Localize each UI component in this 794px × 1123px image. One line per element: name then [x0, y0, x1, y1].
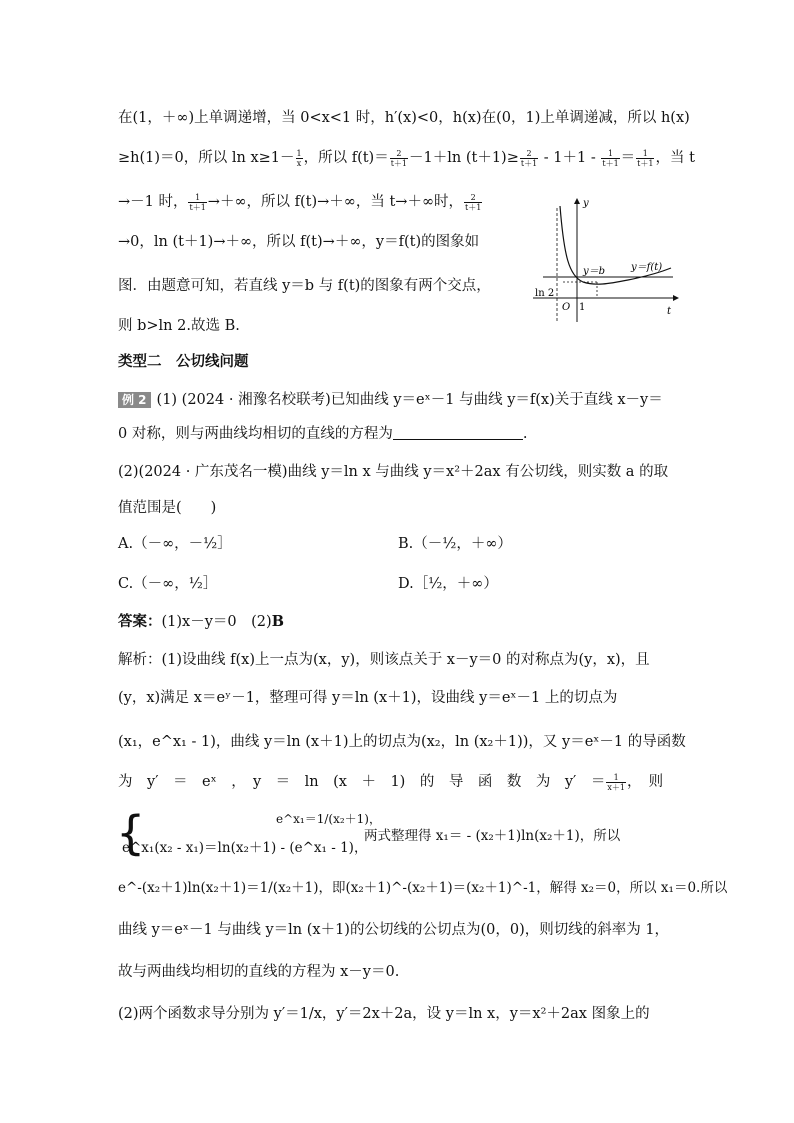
fraction: [601, 149, 619, 168]
answer-line: [118, 612, 284, 632]
text-segment: →＋∞，所以 f(t)→＋∞，当 t→＋∞时，: [207, 194, 464, 210]
option-a: A.（－∞，－½］: [118, 536, 232, 552]
option-d: D.［½，＋∞）: [398, 576, 498, 592]
fraction-denominator: t＋1: [465, 202, 482, 212]
text-segment: 为 y′ ＝ eˣ ， y ＝ ln (x ＋ 1) 的 导 函 数 为 y′ ＝: [118, 774, 606, 790]
fraction: [520, 149, 538, 168]
label-y-equals-f: y＝f(t): [631, 262, 663, 273]
solution-line6: e^-(x₂＋1)ln(x₂＋1)＝1/(x₂＋1)，即(x₂＋1)^-(x₂＋1)＝(x₂＋1)^-1，解得 x₂＝0，所以 x₁＝0.所以: [118, 880, 728, 896]
solution-line9: (2)两个函数求导分别为 y′＝1/x，y′＝2x＋2a，设 y＝ln x，y＝x²＋2ax 图象上的: [118, 1006, 650, 1022]
text-segment: －1＋ln (t＋1)≥: [409, 150, 519, 166]
t-axis-arrow-icon: [673, 295, 679, 301]
tick-ln2: ln 2: [535, 288, 555, 299]
solution-line2: (y，x)满足 x＝eʸ－1，整理可得 y＝ln (x＋1)，设曲线 y＝eˣ－1 上的切点为: [118, 690, 618, 706]
option-b: B.（－½，＋∞）: [398, 536, 512, 552]
text-segment: 0 对称，则与两曲线均相切的直线的方程为: [118, 426, 393, 442]
solution-line3: (x₁，e^x₁ - 1)，曲线 y＝ln (x＋1)上的切点为(x₂，ln (x₂＋1))，又 y＝eˣ－1 的导函数: [118, 734, 686, 750]
fraction-numerator: 1: [636, 149, 654, 159]
fraction: [188, 193, 206, 212]
fraction: [296, 149, 303, 168]
text-segment: .: [522, 426, 528, 442]
example-q2-line1: (2)(2024 · 广东茂名一模)曲线 y＝ln x 与曲线 y＝x²＋2ax 有公切线，则实数 a 的取: [118, 464, 669, 480]
text-segment: (1) (2024 · 湘豫名校联考)已知曲线 y＝eˣ－1 与曲线 y＝f(x)关于直线 x－y＝: [156, 392, 663, 408]
example-tag: 例 2: [118, 392, 151, 408]
label-y-equals-b: y＝b: [583, 266, 606, 277]
text-segment: - 1＋1 -: [539, 150, 601, 166]
answer-blank: [393, 425, 523, 440]
fraction-denominator: t＋1: [520, 158, 538, 168]
para1-line3: [118, 192, 483, 212]
text-segment: ，当 t: [655, 150, 695, 166]
para1-line5: 图．由题意可知，若直线 y＝b 与 f(t)的图象有两个交点，: [118, 278, 491, 294]
text-segment: →－1 时，: [118, 194, 188, 210]
text-segment: ≥h(1)＝0，所以 ln x≥1－: [118, 150, 295, 166]
system-eq1: e^x₁＝1/(x₂＋1)，: [276, 812, 381, 826]
y-axis-arrow-icon: [574, 198, 580, 204]
answer-text: (1)x－y＝0 (2): [161, 614, 272, 630]
fraction: [390, 149, 408, 168]
fraction-denominator: t＋1: [637, 158, 654, 168]
origin-label: O: [562, 302, 571, 313]
para1-line1: 在(1，＋∞)上单调递增，当 0<x<1 时，h′(x)<0，h(x)在(0，1)上单调递减，所以 h(x): [118, 110, 690, 126]
t-axis-label: t: [667, 306, 672, 317]
fraction-numerator: 1: [296, 148, 302, 158]
solution-line1: 解析：(1)设曲线 f(x)上一点为(x，y)，则该点关于 x－y＝0 的对称点为(y，x)，且: [118, 652, 650, 668]
fraction-numerator: 2: [464, 193, 482, 203]
fraction-numerator: 1: [188, 193, 206, 203]
section-heading: 类型二 公切线问题: [118, 354, 249, 370]
y-axis-label: y: [583, 198, 589, 209]
text-segment: ，所以 f(t)＝: [303, 150, 389, 166]
fraction-numerator: 2: [520, 149, 538, 159]
fraction-numerator: 1: [606, 773, 626, 783]
para1-line2: [118, 148, 695, 168]
para1-line6: 则 b>ln 2.故选 B.: [118, 318, 240, 334]
answer-choice: B: [271, 613, 284, 630]
system-eq2: e^x₁(x₂ - x₁)＝ln(x₂＋1) - (e^x₁ - 1)，: [122, 840, 368, 856]
fraction-denominator: x＋1: [607, 782, 625, 792]
answer-label: 答案：: [118, 614, 162, 630]
text-segment: ＝: [620, 150, 636, 166]
fraction-denominator: x: [296, 158, 302, 168]
fraction: [606, 773, 626, 792]
option-c: C.（－∞，½］: [118, 576, 218, 592]
fraction-denominator: t＋1: [390, 158, 408, 168]
fraction-denominator: t＋1: [189, 202, 206, 212]
example-q1-line2: [118, 424, 527, 444]
example-q2-line2: 值范围是( ): [118, 500, 217, 516]
solution-line8: 故与两曲线均相切的直线的方程为 x－y＝0.: [118, 964, 400, 980]
solution-line7: 曲线 y＝eˣ－1 与曲线 y＝ln (x＋1)的公切线的公切点为(0，0)，则切线的斜率为 1，: [118, 922, 670, 938]
fraction: [636, 149, 654, 168]
fraction-numerator: 1: [601, 149, 619, 159]
system-conclusion: 两式整理得 x₁＝ - (x₂＋1)ln(x₂＋1)，所以: [364, 828, 621, 844]
fraction: [464, 193, 482, 212]
function-graph: [533, 196, 683, 326]
tick-x-1: 1: [579, 302, 586, 313]
fraction-denominator: t＋1: [602, 158, 619, 168]
left-brace: {: [116, 806, 146, 860]
equation-system: [116, 806, 686, 862]
solution-line4: [118, 772, 663, 792]
text-segment: ， 则: [626, 774, 664, 790]
example-q1-line1: [118, 390, 663, 410]
fraction-numerator: 2: [390, 149, 408, 159]
para1-line4: →0，ln (t＋1)→＋∞，所以 f(t)→＋∞，y＝f(t)的图象如: [118, 234, 480, 250]
